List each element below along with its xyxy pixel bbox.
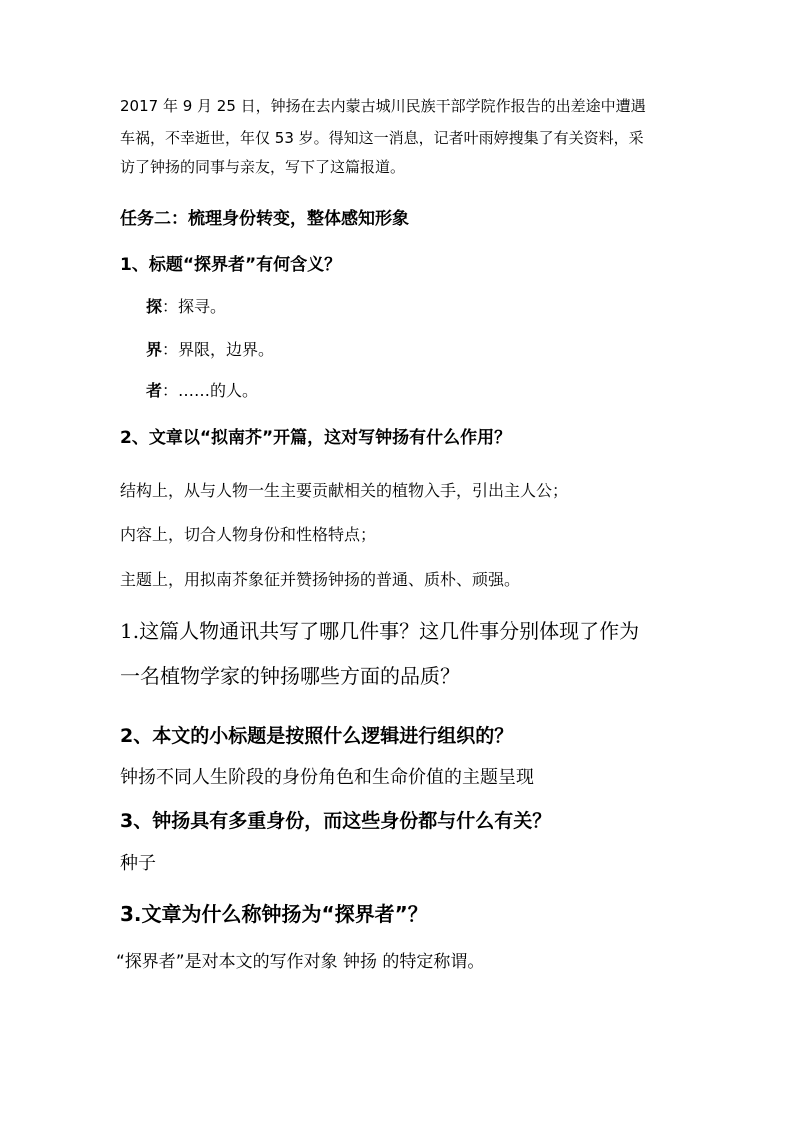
definition-separator: ： — [162, 381, 179, 400]
big-question-3-answer: 种子 — [120, 853, 156, 874]
definition-separator: ： — [162, 340, 179, 359]
task2-heading: 任务二：梳理身份转变，整体感知形象 — [120, 209, 409, 229]
question-2-heading: 2、文章以“拟南芥”开篇，这对写钟扬有什么作用？ — [120, 428, 512, 448]
answer-structure: 结构上，从与人物一生主要贡献相关的植物入手，引出主人公； — [120, 481, 569, 500]
big-question-1-line-1: 1.这篇人物通讯共写了哪几件事？这几件事分别体现了作为 — [120, 619, 640, 643]
big-question-2-answer: 钟扬不同人生阶段的身份角色和生命价值的主题呈现 — [120, 767, 534, 788]
definition-separator: ： — [162, 297, 179, 316]
answer-content: 内容上，切合人物身份和性格特点； — [120, 525, 377, 544]
big-question-3-heading: 3、钟扬具有多重身份，而这些身份都与什么有关？ — [120, 810, 552, 832]
big-question-2-heading: 2、本文的小标题是按照什么逻辑进行组织的？ — [120, 725, 514, 747]
intro-line-1: 2017 年 9 月 25 日，钟扬在去内蒙古城川民族干部学院作报告的出差途中遭遇 — [120, 97, 646, 115]
definition-text: 探寻。 — [178, 297, 227, 316]
big-question-4-answer: “探界者”是对本文的写作对象 钟扬 的特定称谓。 — [116, 952, 485, 972]
intro-line-2: 车祸，不幸逝世，年仅 53 岁。得知这一消息，记者叶雨婷搜集了有关资料，采 — [120, 129, 644, 147]
big-question-4-heading: 3.文章为什么称钟扬为“探界者”？ — [120, 902, 428, 926]
definition-zhe — [146, 383, 258, 399]
answer-theme: 主题上，用拟南芥象征并赞扬钟扬的普通、质朴、顽强。 — [120, 570, 521, 589]
definition-text: ……的人。 — [178, 381, 259, 400]
big-question-1-line-2: 一名植物学家的钟扬哪些方面的品质？ — [120, 664, 460, 688]
definition-text: 界限，边界。 — [178, 340, 275, 359]
definition-term: 者 — [146, 381, 163, 400]
definition-term: 界 — [146, 340, 163, 359]
definition-jie — [146, 342, 274, 358]
definition-term: 探 — [146, 297, 163, 316]
intro-line-3: 访了钟扬的同事与亲友，写下了这篇报道。 — [120, 158, 406, 176]
definition-tan — [146, 299, 226, 315]
question-1-heading: 1、标题“探界者”有何含义？ — [120, 255, 342, 275]
